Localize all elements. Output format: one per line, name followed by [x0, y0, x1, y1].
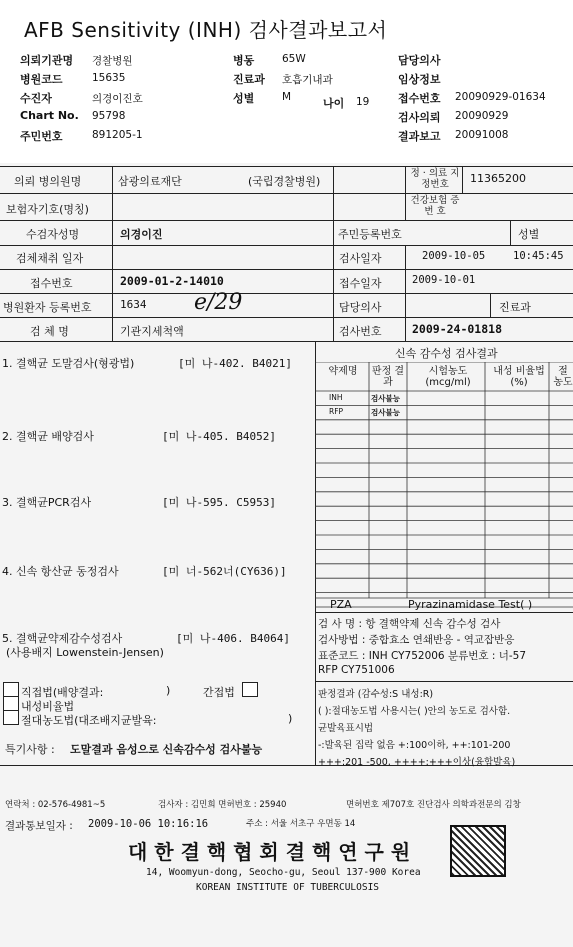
rapid-header: 시험농도 (mcg/ml) — [425, 366, 471, 388]
judgement-line: 균발육표시법 — [318, 723, 374, 734]
patient-label: 수검자성명 — [26, 228, 80, 241]
institution-value2: (국립경찰병원) — [248, 175, 321, 188]
rapid-title: 신속 감수성 검사결과 — [395, 347, 498, 360]
test-no-value: 2009-24-01818 — [412, 322, 503, 336]
organization-english: KOREAN INSTITUTE OF TUBERCULOSIS — [196, 882, 380, 893]
direct-method-label: 직접법(배양결과: — [21, 686, 104, 699]
registration-label: 병원환자 등록번호 — [3, 301, 92, 314]
registration-value: 1634 — [120, 298, 147, 311]
drug-result: 검사불능 — [371, 408, 400, 418]
header-label: Chart No. — [20, 109, 79, 122]
remarks-label: 특기사항 : — [5, 743, 55, 756]
specimen-value: 기관지세척액 — [120, 325, 184, 338]
age-label: 나이 — [323, 97, 345, 110]
test-name: 4. 신속 항산균 동정검사 — [2, 565, 119, 578]
test-code: [미 나-406. B4064] — [176, 632, 290, 645]
test-date-value: 2009-10-05 — [422, 250, 486, 262]
test-name: 2. 결핵균 배양검사 — [2, 430, 94, 443]
test-code: [미 나-405. B4052] — [162, 430, 276, 443]
institution-label: 의뢰 병의원명 — [14, 175, 82, 188]
header-value: 65W — [282, 53, 306, 65]
test-date-label: 검사일자 — [339, 252, 382, 265]
doctor-label: 담당의사 — [339, 301, 382, 314]
header-label: 의뢰기관명 — [20, 54, 74, 67]
method-line: RFP CY751006 — [318, 664, 395, 676]
rrn-label: 주민등록번호 — [338, 228, 402, 241]
rapid-header: 내성 비율법(%) — [493, 366, 545, 388]
drug-name: RFP — [329, 407, 344, 417]
rapid-header: 약제명 — [328, 366, 358, 377]
header-value: 891205-1 — [92, 129, 143, 141]
rapid-header: 절 농도 — [553, 366, 573, 388]
test-name: 1. 결핵균 도말검사(형광법) — [2, 357, 135, 370]
examiner: 검사자 : 김민희 면허번호 : 25940 — [158, 800, 287, 810]
designated-label: 정 · 의료 지정번호 — [410, 168, 460, 190]
test-code: [미 나-402. B4021] — [178, 357, 292, 370]
test-code: [미 너-562너(CY636)] — [162, 565, 287, 578]
handwritten-note: e/29 — [194, 290, 243, 315]
rapid-result-table — [315, 362, 573, 612]
insurance-label: 건강보험 증 번 호 — [410, 195, 460, 217]
specimen-label: 검 체 명 — [30, 325, 69, 338]
institution-value: 삼광의료재단 — [118, 175, 182, 188]
insurer-label: 보험자기호(명칭) — [6, 203, 89, 216]
direct-method-close: ) — [166, 684, 171, 697]
report-date-label: 결과통보일자 : — [5, 820, 73, 832]
header-value: 호흡기내과 — [282, 74, 333, 86]
header-label: 접수번호 — [398, 92, 441, 105]
remarks-value: 도말결과 음성으로 신속감수성 검사불능 — [70, 743, 263, 756]
official-seal — [450, 825, 506, 877]
header-label: 병동 — [233, 54, 255, 67]
report-title: AFB Sensitivity (INH) 검사결과보고서 — [24, 18, 388, 42]
header-value: 20090929-01634 — [455, 91, 546, 103]
judgement-line: -:발육된 집락 없음 +:100이하, ++:101-200 — [318, 740, 511, 751]
test-name: 5. 결핵균약제감수성검사 — [2, 632, 123, 645]
header-label: 주민번호 — [20, 130, 63, 143]
resist-ratio-label: 내성비율법 — [21, 700, 75, 713]
header-label: 결과보고 — [398, 130, 441, 143]
dept-label: 진료과 — [499, 301, 531, 314]
sex-label: 성별 — [518, 228, 540, 241]
method-line: 표준코드 : INH CY752006 분류번호 : 너-57 — [318, 650, 527, 662]
judgement-line: ( ):절대농도법 사용시는( )안의 농도로 검사함. — [318, 706, 511, 717]
judgement-line: 판정결과 (감수성:S 내성:R) — [318, 689, 434, 700]
test-code: [미 나-595. C5953] — [162, 496, 276, 509]
abs-conc-checkbox[interactable] — [3, 710, 19, 725]
test-no-label: 검사번호 — [339, 325, 382, 338]
header-label: 병원코드 — [20, 73, 63, 86]
patient-value: 의경이진 — [120, 228, 163, 241]
receipt-no-label: 접수번호 — [30, 277, 73, 290]
header-label: 검사의뢰 — [398, 111, 441, 124]
abs-conc-close: ) — [288, 712, 293, 725]
method-line: 검 사 명 : 항 결핵약제 신속 감수성 검사 — [318, 618, 501, 630]
test-name: 3. 결핵균PCR검사 — [2, 496, 92, 509]
resist-ratio-checkbox[interactable] — [3, 696, 19, 711]
header-value: 의경이진호 — [92, 93, 143, 105]
contact: 연락처 : 02-576-4981~5 — [5, 800, 106, 810]
direct-method-checkbox[interactable] — [3, 682, 19, 697]
license: 면허번호 제707호 진단검사 의학과전문의 김창 — [346, 800, 521, 810]
receipt-date-value: 2009-10-01 — [412, 274, 476, 286]
collect-label: 검체채취 일자 — [16, 252, 84, 265]
drug-name: INH — [329, 393, 343, 402]
designated-value: 11365200 — [470, 172, 526, 185]
header-value: 20091008 — [455, 129, 509, 141]
indirect-method-label: 간접법 — [203, 686, 235, 699]
rapid-header: 판정 결과 — [371, 366, 405, 388]
abs-conc-label: 절대농도법(대조배지균발육: — [21, 714, 157, 727]
address: 주소 : 서울 서초구 우면동 14 — [246, 819, 356, 829]
header-value: M — [282, 91, 292, 103]
age-value: 19 — [356, 96, 370, 108]
header-label: 임상정보 — [398, 73, 441, 86]
header-value: 경찰병원 — [92, 55, 133, 67]
header-label: 성별 — [233, 92, 255, 105]
receipt-no-value: 2009-01-2-14010 — [120, 274, 224, 288]
judgement-line: +++:201 -500, ++++:+++이상(융합발육) — [318, 757, 516, 768]
organization-korean: 대 한 결 핵 협 회 결 핵 연 구 원 — [128, 840, 411, 864]
test-sub: (사용배지 Lowenstein-Jensen) — [6, 646, 164, 659]
pza-value: Pyrazinamidase Test( ) — [408, 598, 533, 611]
header-value: 20090929 — [455, 110, 509, 122]
test-time-value: 10:45:45 — [513, 250, 564, 262]
pza-label: PZA — [330, 598, 352, 611]
header-label: 담당의사 — [398, 54, 441, 67]
indirect-method-checkbox[interactable] — [242, 682, 258, 697]
method-line: 검사방법 : 중합효소 연쇄반응 - 역교잡반응 — [318, 634, 515, 646]
drug-result: 검사불능 — [371, 394, 400, 403]
header-label: 진료과 — [233, 73, 265, 86]
header-label: 수진자 — [20, 92, 52, 105]
organization-address: 14, Woomyun-dong, Seocho-gu, Seoul 137-900 Korea — [146, 867, 421, 878]
header-value: 95798 — [92, 110, 126, 122]
receipt-date-label: 접수일자 — [339, 277, 382, 290]
header-value: 15635 — [92, 72, 126, 84]
report-date-value: 2009-10-06 10:16:16 — [88, 818, 209, 830]
